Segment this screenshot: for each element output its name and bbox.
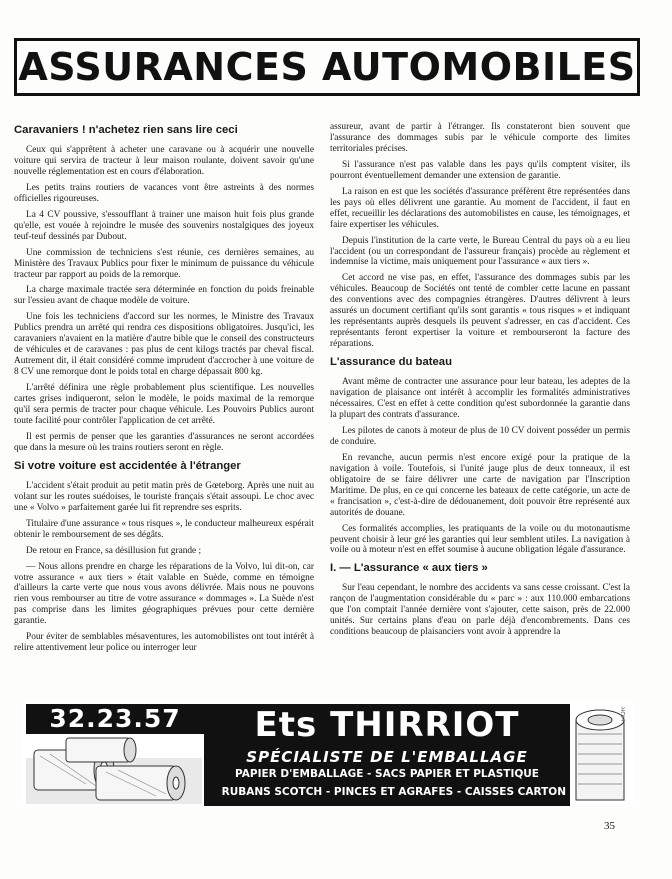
paragraph: Ceux qui s'apprêtent à acheter une caravane ou à acquérir une nouvelle voiture qui servira de tracteur à leur maison roulante, doivent savoir qu'une nouvelle réglementation est en cours d'élaboration. [14, 145, 314, 177]
ad-products-line-1: PAPIER D'EMBALLAGE - SACS PAPIER ET PLASTIQUE [235, 768, 539, 780]
paragraph: Titulaire d'une assurance « tous risques », le conducteur malheureux espérait obtenir le remboursement de ses dégâts. [14, 518, 314, 540]
section-heading-aux-tiers: I. — L'assurance « aux tiers » [330, 562, 488, 575]
paragraph: Il est permis de penser que les garanties d'assurances ne seront accordées que dans la mesure où les trains routiers seront en règle. [14, 431, 314, 453]
paragraph: Les pilotes de canots à moteur de plus de 10 CV doivent posséder un permis de conduire. [330, 425, 630, 447]
ad-brand-name: Ets THIRRIOT [204, 704, 570, 746]
masthead-box [14, 38, 640, 96]
right-column [330, 122, 630, 643]
paragraph: L'arrêté définira une règle probablement plus scientifique. Les nouvelles cartes grises indiqueront, selon le modèle, le poids maximal de la remorque qu'il sera permis de tracter pour chaque véhicule. Les Pouvoirs Publics auront toute facilité pour contrôler l'application de cet arrêté. [14, 383, 314, 426]
left-column [14, 124, 314, 659]
paragraph: — Nous allons prendre en charge les réparations de la Volvo, lui dit-on, car votre assurance « aux tiers » était valable en Suède, comme en témoigne d'ailleurs la carte verte que nous vous avons délivrée. Mais nous ne pouvons rien vous rembourser au titre de votre assurance « dommages ». La Suède n'est pas comprise dans les limites géographiques prévues pour cette dernière garantie. [14, 561, 314, 627]
ad-tagline: SPÉCIALISTE DE L'EMBALLAGE [246, 748, 528, 766]
section-heading-caravaniers: Caravaniers ! n'achetez rien sans lire ceci [14, 124, 238, 136]
paragraph: Les petits trains routiers de vacances vont être astreints à des normes officielles rigoureuses. [14, 182, 314, 204]
page-number: 35 [604, 820, 615, 832]
paragraph: Cet accord ne vise pas, en effet, l'assurance des dommages subis par les véhicules. Beaucoup de Sociétés ont tenté de combler cette lacune en passant des conventions avec des compagnies étrangères. D'autres délivrent à leurs assurés un document certifiant qu'ils sont garantis « tous risques » et indiquant les représentants auprès desquels ils peuvent s'adresser, en cas d'accident. Ces représentants feront expertiser la voiture et rembourseront la facture des réparations. [330, 273, 630, 350]
paragraph: De retour en France, sa désillusion fut grande ; [26, 545, 202, 556]
paragraph: La charge maximale tractée sera déterminée en fonction du poids freinable sur l'essieu avant de chaque modèle de voiture. [14, 285, 314, 307]
advertisement-thirriot [22, 702, 634, 806]
paragraph: La raison en est que les sociétés d'assurance préfèrent être représentées dans les pays où elles délivrent une garantie. Au moment de l'accident, il faut en effet, recueillir les déclarations des automobilistes en cause, les témoignages, et faire expertiser les véhicules. [330, 186, 630, 230]
ad-products-line-2: RUBANS SCOTCH - PINCES ET AGRAFES - CAISSES CARTON [221, 786, 566, 798]
paper-rolls-illustration [26, 736, 202, 804]
paragraph: L'accident s'était produit au petit matin près de Gœteborg. Après une nuit au volant sur les routes suédoises, le touriste français s'était assoupi. Le choc avec une « Volvo » parfaitement garée lui fit reprendre ses esprits. [14, 480, 314, 513]
section-heading-bateau: L'assurance du bateau [330, 356, 452, 369]
paragraph: Ces formalités accomplies, les pratiquants de la voile ou du motonautisme peuvent choisir à leur gré les garanties qui leur semblent utiles. La navigation à voile ou à moteur n'est en effet soumise à aucune obligation légale d'assurance. [330, 523, 630, 556]
paragraph: Si l'assurance n'est pas valable dans les pays qu'ils comptent visiter, ils pourront éventuellement demander une extension de garantie. [330, 159, 630, 181]
paragraph: assureur, avant de partir à l'étranger. Ils constateront bien souvent que l'assurance des dommages subis par le véhicule comporte des limites territoriales précises. [330, 122, 630, 154]
ad-artist-signature: FIOR [621, 707, 627, 722]
page-title: ASSURANCES AUTOMOBILES [18, 45, 636, 89]
paragraph: Depuis l'institution de la carte verte, le Bureau Central du pays où a eu lieu l'accident (ou un correspondant de l'assureur français) procède au règlement et indemnise la victime, mais uniquement pour l'assurance « aux tiers ». [330, 235, 630, 268]
paragraph: Une commission de techniciens s'est réunie, ces dernières semaines, au Ministère des Travaux Publics pour fixer le minimum de puissance du véhicule tracteur par rapport au poids de la remorque. [14, 247, 314, 280]
section-heading-etranger: Si votre voiture est accidentée à l'étranger [14, 459, 241, 472]
paragraph: Une fois les techniciens d'accord sur les normes, le Ministre des Travaux Publics prendra un arrêté qui rendra ces dispositions obligatoires. Jusqu'ici, les caravaniers n'avaient en la matière d'autre bible que le conseil des constructeurs de véhicules et de caravanes : pas plus de cent kilogs tractés par cheval fiscal. Autrement dit, il était considéré comme imprudent d'accrocher à une voiture de 8 CV une remorque dont le poids total en charge dépassait 800 kg. [14, 312, 314, 378]
paragraph: Sur l'eau cependant, le nombre des accidents va sans cesse croissant. C'est la rançon de l'augmentation considérable du « parc » : aux 110.000 embarcations que l'on comptait l'année dernière vont s'ajouter, cette saison, près de 22.000 unités. Sur certains plans d'eau on parle déjà d'encombrements. Dans ces conditions beaucoup de plaisanciers vont avoir à apprendre la [330, 583, 630, 638]
paragraph: En revanche, aucun permis n'est encore exigé pour la pratique de la navigation à voile. Toutefois, si l'unité jauge plus de deux tonneaux, il est obligatoire de se faire délivrer une carte de navigation par l'Inscription Maritime. De plus, en ce qui concerne les bateaux de cette catégorie, un acte de « francisation », c'est-à-dire de dédouanement, doit pouvoir être représenté aux autorités de douane. [330, 452, 630, 518]
paragraph: La 4 CV poussive, s'essoufflant à trainer une maison huit fois plus grande qu'elle, est vouée à rejoindre le musée des souvenirs nostalgiques des joyeux teuf-teuf dessinés par Dubout. [14, 209, 314, 242]
paragraph: Avant même de contracter une assurance pour leur bateau, les adeptes de la navigation de plaisance ont intérêt à accomplir les formalités administratives nécessaires. C'est en effet à cette condition qu'est subordonnée la garantie dans la plupart des contrats d'assurance. [330, 377, 630, 420]
paragraph: Pour éviter de semblables mésaventures, les automobilistes ont tout intérêt à relire attentivement leur police ou interroger leur [14, 632, 314, 654]
ad-phone-number: 32.23.57 [26, 704, 204, 734]
